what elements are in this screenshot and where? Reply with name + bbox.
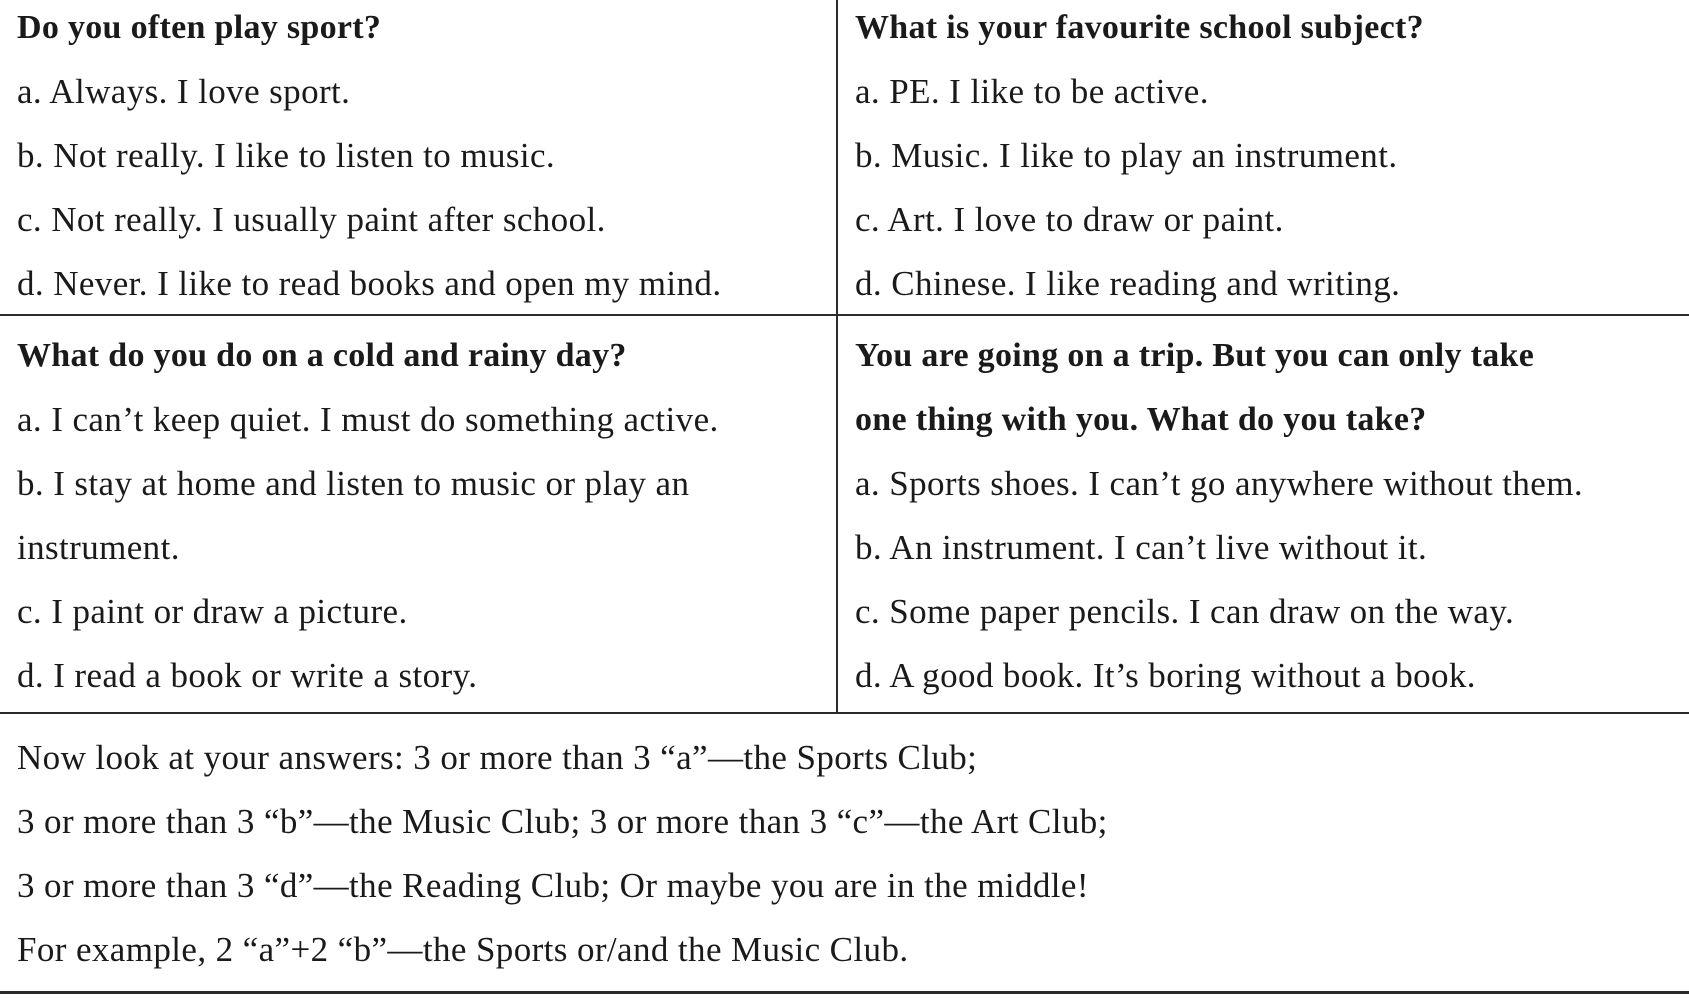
answer-option-c: c. Not really. I usually paint after school.: [17, 200, 606, 239]
answer-option-b: b. Music. I like to play an instrument.: [855, 136, 1398, 175]
question-title: What is your favourite school subject?: [855, 9, 1424, 46]
question-cell-rainy-day: [0, 316, 836, 712]
answer-option-b: b. Not really. I like to listen to music.: [17, 136, 556, 175]
answer-option-c: c. I paint or draw a picture.: [17, 592, 408, 631]
answer-option-a: a. Always. I love sport.: [17, 72, 351, 111]
answer-option-d: d. I read a book or write a story.: [17, 656, 478, 695]
answer-option-d: d. Never. I like to read books and open my mind.: [17, 264, 722, 303]
question-title: Do you often play sport?: [17, 9, 382, 46]
results-line: Now look at your answers: 3 or more than 3 “a”—the Sports Club;: [17, 738, 978, 777]
question-cell-trip: [838, 316, 1689, 712]
answer-option-a: a. Sports shoes. I can’t go anywhere without them.: [855, 464, 1583, 503]
answer-option-c: c. Art. I love to draw or paint.: [855, 200, 1284, 239]
results-line: 3 or more than 3 “d”—the Reading Club; Or maybe you are in the middle!: [17, 866, 1089, 905]
results-line: 3 or more than 3 “b”—the Music Club; 3 or more than 3 “c”—the Art Club;: [17, 802, 1108, 841]
answer-option-d: d. Chinese. I like reading and writing.: [855, 264, 1401, 303]
results-cell: [0, 714, 1689, 991]
question-title: You are going on a trip. But you can only take: [855, 337, 1535, 374]
answer-option-b: b. I stay at home and listen to music or play an: [17, 464, 690, 503]
results-example: For example, 2 “a”+2 “b”—the Sports or/and the Music Club.: [17, 930, 909, 969]
answer-option-b: b. An instrument. I can’t live without it.: [855, 528, 1428, 567]
question-cell-sport: [0, 0, 836, 314]
answer-option-d: d. A good book. It’s boring without a book.: [855, 656, 1476, 695]
question-title-continued: one thing with you. What do you take?: [855, 401, 1427, 438]
answer-option-c: c. Some paper pencils. I can draw on the way.: [855, 592, 1515, 631]
answer-option-a: a. I can’t keep quiet. I must do something active.: [17, 400, 719, 439]
question-title: What do you do on a cold and rainy day?: [17, 337, 627, 374]
table-bottom-border: [0, 991, 1689, 994]
answer-option-a: a. PE. I like to be active.: [855, 72, 1209, 111]
question-cell-subject: [838, 0, 1689, 314]
answer-option-b-continued: instrument.: [17, 528, 180, 567]
